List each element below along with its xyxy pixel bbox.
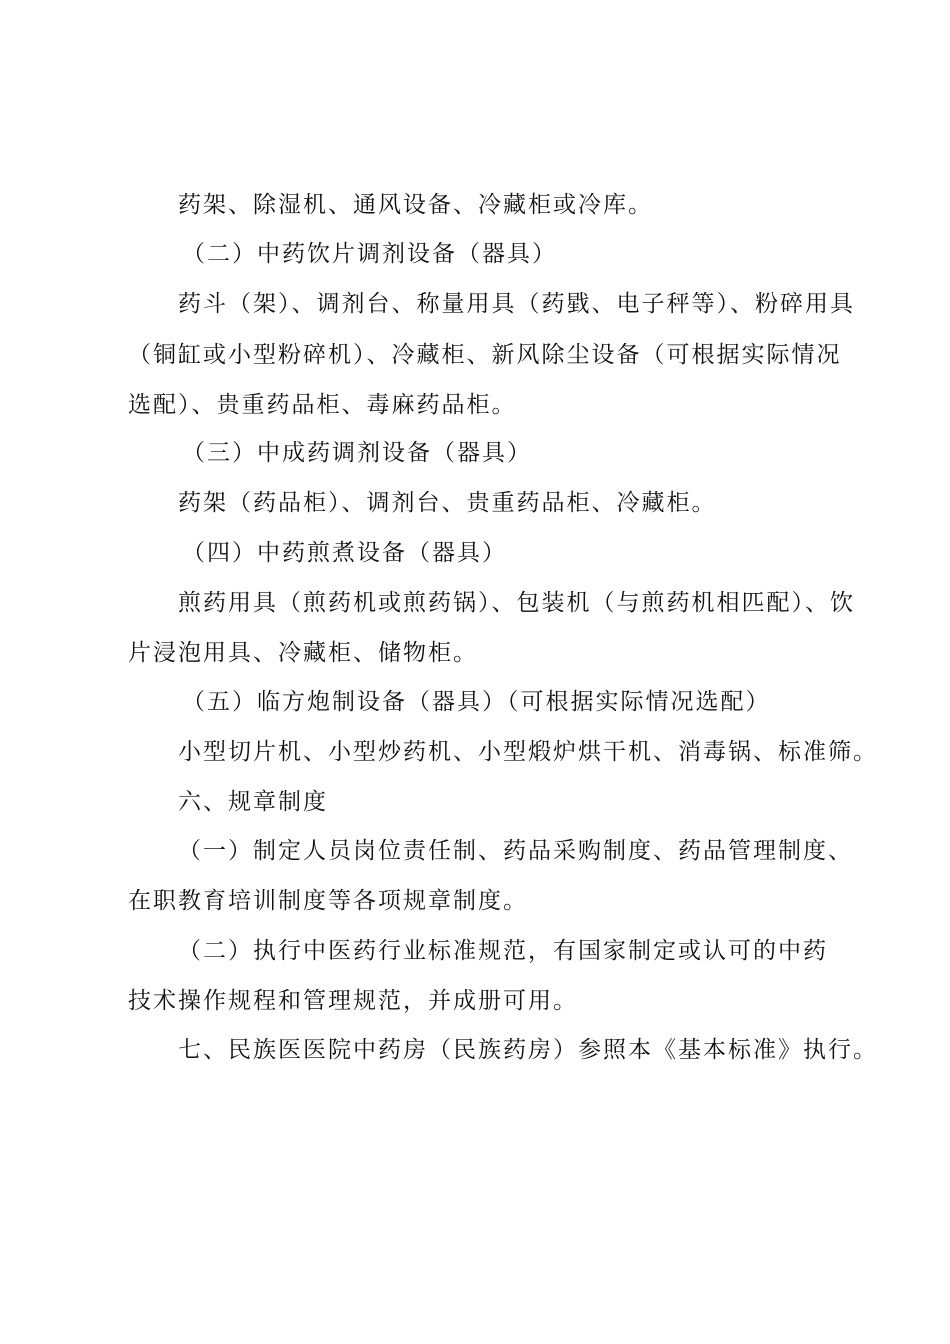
section-heading: （三）中成药调剂设备（器具） [182,440,532,466]
text-line: 技术操作规程和管理规范，并成册可用。 [128,988,578,1014]
section-heading: （二）中药饮片调剂设备（器具） [182,241,557,267]
text-line: 在职教育培训制度等各项规章制度。 [128,888,528,914]
text-line: 片浸泡用具、冷藏柜、储物柜。 [128,640,478,666]
text-line: 药斗（架）、调剂台、称量用具（药戥、电子秤等）、粉碎用具 [178,291,855,317]
text-line: 选配）、贵重药品柜、毒麻药品柜。 [128,392,517,418]
text-line: 小型切片机、小型炒药机、小型煅炉烘干机、消毒锅、标准筛。 [178,739,878,765]
text-line: （铜缸或小型粉碎机）、冷藏柜、新风除尘设备（可根据实际情况 [128,342,842,368]
text-line: （一）制定人员岗位责任制、药品采购制度、药品管理制度、 [178,838,853,864]
text-line: （二）执行中医药行业标准规范，有国家制定或认可的中药 [178,938,828,964]
text-line: 煎药用具（煎药机或煎药锅）、包装机（与煎药机相匹配）、饮 [178,590,855,616]
section-heading: （五）临方炮制设备（器具）（可根据实际情况选配） [182,689,771,715]
chapter-heading: 七、民族医医院中药房（民族药房）参照本《基本标准》执行。 [178,1037,878,1063]
text-line: 药架（药品柜）、调剂台、贵重药品柜、冷藏柜。 [178,490,717,516]
chapter-heading: 六、规章制度 [178,789,328,815]
text-line: 药架、除湿机、通风设备、冷藏柜或冷库。 [178,192,653,218]
section-heading: （四）中药煎煮设备（器具） [182,540,507,566]
